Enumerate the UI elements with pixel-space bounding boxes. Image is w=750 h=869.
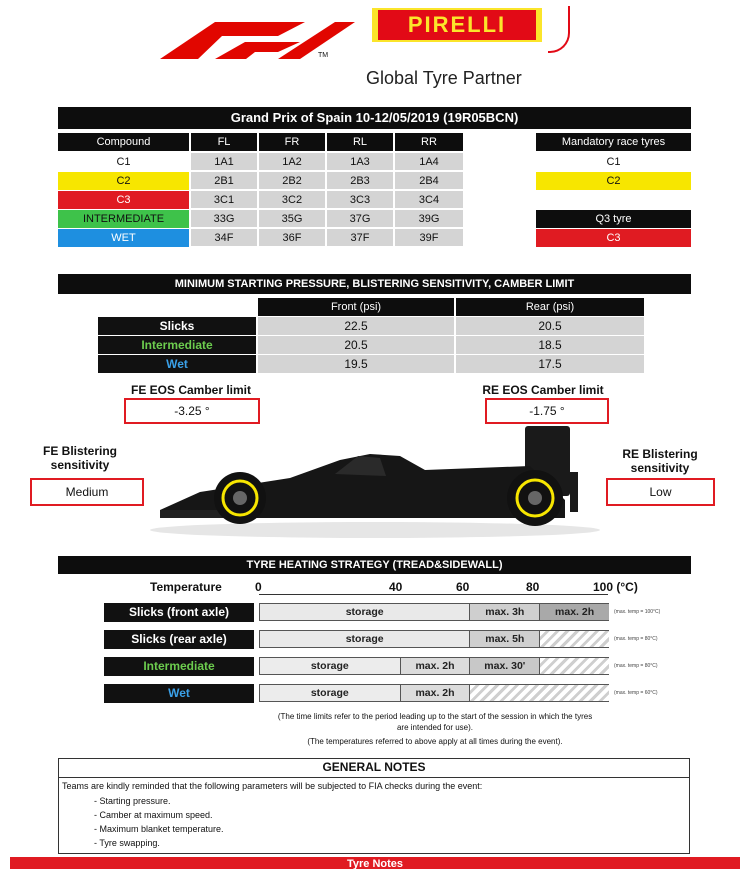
heating-row-label: Intermediate <box>104 657 254 676</box>
tyre-code-cell: 2B2 <box>259 172 325 190</box>
tyre-code-cell: 36F <box>259 229 325 247</box>
general-note-item-2: - Camber at maximum speed. <box>94 810 213 820</box>
rear-psi-header: Rear (psi) <box>456 298 644 316</box>
pressure-row-intermediate: Intermediate <box>98 336 256 355</box>
temperature-label: Temperature <box>150 580 222 594</box>
pressure-title: MINIMUM STARTING PRESSURE, BLISTERING SENSITIVITY, CAMBER LIMIT <box>58 274 691 294</box>
compound-intermediate: INTERMEDIATE <box>58 210 189 228</box>
q3-title: Q3 tyre <box>536 210 691 228</box>
rear-pressure-value: 20.5 <box>456 317 644 336</box>
heating-row-label: Wet <box>104 684 254 703</box>
front-pressure-value: 20.5 <box>258 336 454 355</box>
rear-pressure-value: 17.5 <box>456 355 644 374</box>
re-camber-value: -1.75 ° <box>485 398 609 424</box>
pirelli-logo <box>372 8 542 42</box>
allocation-header-compound: Compound <box>58 133 189 151</box>
heating-max-temp: (max. temp = 80°C) <box>614 636 658 642</box>
temperature-tick: 40 <box>389 580 403 594</box>
temperature-tick: 100 (°C) <box>593 580 638 594</box>
mandatory-title: Mandatory race tyres <box>536 133 691 151</box>
fe-camber-value: -3.25 ° <box>124 398 260 424</box>
tyre-code-cell: 1A4 <box>395 153 463 171</box>
allocation-header-fr: FR <box>259 133 325 151</box>
tyre-code-cell: 1A3 <box>327 153 393 171</box>
tyre-code-cell: 2B4 <box>395 172 463 190</box>
f1-trademark: TM <box>318 52 329 59</box>
pirelli-wordmark: PIRELLI <box>378 10 536 40</box>
heating-row-label: Slicks (front axle) <box>104 603 254 622</box>
compound-wet: WET <box>58 229 189 247</box>
pressure-row-slicks: Slicks <box>98 317 256 336</box>
rear-pressure-value: 18.5 <box>456 336 644 355</box>
tyre-code-cell: 3C3 <box>327 191 393 209</box>
q3-tyre: C3 <box>536 229 691 247</box>
allocation-header-rl: RL <box>327 133 393 151</box>
heating-forbidden-segment <box>539 631 609 647</box>
heating-segment: max. 3h <box>469 604 539 620</box>
tyre-code-cell: 37G <box>327 210 393 228</box>
tyre-code-cell: 35G <box>259 210 325 228</box>
tyre-code-cell: 1A1 <box>191 153 257 171</box>
heating-bar <box>259 684 609 702</box>
heating-max-temp: (max. temp = 60°C) <box>614 690 658 696</box>
tyre-code-cell: 34F <box>191 229 257 247</box>
temperature-axis-line <box>259 594 608 595</box>
tyre-code-cell: 33G <box>191 210 257 228</box>
general-note-item-3: - Maximum blanket temperature. <box>94 824 224 834</box>
mandatory-tyre-1: C1 <box>536 153 691 171</box>
general-note-item-4: - Tyre swapping. <box>94 838 160 848</box>
f1-logo <box>160 14 360 64</box>
heating-note-2: are intended for use). <box>396 723 474 732</box>
tyre-code-cell: 1A2 <box>259 153 325 171</box>
heating-segment: max. 2h <box>400 658 470 674</box>
allocation-title: Grand Prix of Spain 10-12/05/2019 (19R05BCN) <box>58 107 691 129</box>
fe-blistering-value: Medium <box>30 478 144 506</box>
tyre-notes-bar <box>10 857 740 869</box>
allocation-header-rr: RR <box>395 133 463 151</box>
heating-forbidden-segment <box>469 685 609 701</box>
tyre-notes-title: Tyre Notes <box>346 858 404 869</box>
mandatory-tyre-2: C2 <box>536 172 691 190</box>
pirelli-swoosh <box>548 6 570 53</box>
re-camber-label: RE EOS Camber limit <box>482 383 604 397</box>
tyre-code-cell: 3C4 <box>395 191 463 209</box>
pressure-row-wet: Wet <box>98 355 256 374</box>
heating-bar <box>259 657 609 675</box>
general-notes-title: GENERAL NOTES <box>58 758 690 778</box>
heating-segment: max. 2h <box>539 604 609 620</box>
heating-max-temp: (max. temp = 80°C) <box>614 663 658 669</box>
heating-segment: storage <box>260 604 469 620</box>
heating-note-3: (The temperatures referred to above apply at all times during the event). <box>307 737 563 746</box>
heating-segment: storage <box>260 685 400 701</box>
heating-bar <box>259 630 609 648</box>
re-blistering-label-1: RE Blistering <box>622 447 698 461</box>
fe-camber-label: FE EOS Camber limit <box>130 383 252 397</box>
general-note-item-1: - Starting pressure. <box>94 796 171 806</box>
temperature-tick: 80 <box>526 580 540 594</box>
tyre-code-cell: 37F <box>327 229 393 247</box>
temperature-tick: 60 <box>456 580 470 594</box>
tyre-code-cell: 39F <box>395 229 463 247</box>
heating-segment: storage <box>260 658 400 674</box>
general-notes-intro: Teams are kindly reminded that the following parameters will be subjected to FIA checks during the event: <box>62 781 483 791</box>
temperature-tick: 0 <box>255 580 262 594</box>
tyre-code-cell: 3C2 <box>259 191 325 209</box>
f1-car-image <box>140 412 610 540</box>
tyre-code-cell: 3C1 <box>191 191 257 209</box>
front-psi-header: Front (psi) <box>258 298 454 316</box>
heating-segment: max. 5h <box>469 631 539 647</box>
heating-note-1: (The time limits refer to the period leading up to the start of the session in which the tyres <box>277 712 593 721</box>
fe-blistering-label-2: sensitivity <box>50 458 110 472</box>
tyre-code-cell: 2B3 <box>327 172 393 190</box>
heating-forbidden-segment <box>539 658 609 674</box>
tyre-code-cell: 2B1 <box>191 172 257 190</box>
heating-segment: storage <box>260 631 469 647</box>
front-pressure-value: 19.5 <box>258 355 454 374</box>
heating-segment: max. 30' <box>469 658 539 674</box>
fe-blistering-label-1: FE Blistering <box>42 444 117 458</box>
f1-car-icon <box>140 412 610 540</box>
heating-max-temp: (max. temp = 100°C) <box>614 609 661 615</box>
allocation-header-fl: FL <box>191 133 257 151</box>
front-pressure-value: 22.5 <box>258 317 454 336</box>
heating-bar <box>259 603 609 621</box>
re-blistering-value: Low <box>606 478 715 506</box>
compound-c3: C3 <box>58 191 189 209</box>
compound-c2: C2 <box>58 172 189 190</box>
heating-title: TYRE HEATING STRATEGY (TREAD&SIDEWALL) <box>58 556 691 574</box>
re-blistering-label-2: sensitivity <box>630 461 690 475</box>
f1-logo-icon <box>160 14 360 64</box>
heating-segment: max. 2h <box>400 685 470 701</box>
compound-c1: C1 <box>58 153 189 171</box>
partner-title: Global Tyre Partner <box>366 68 522 88</box>
tyre-code-cell: 39G <box>395 210 463 228</box>
heating-row-label: Slicks (rear axle) <box>104 630 254 649</box>
